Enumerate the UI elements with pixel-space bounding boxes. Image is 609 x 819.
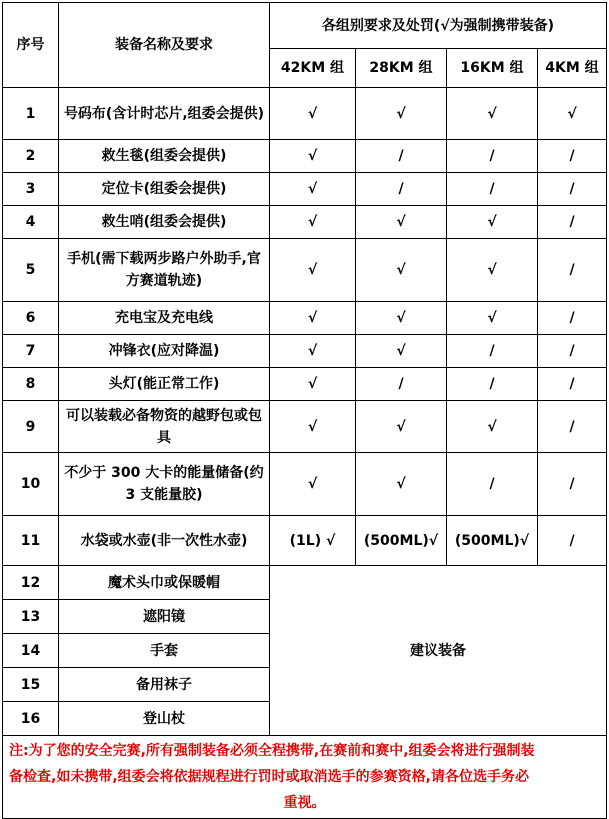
mark-28km: / <box>356 173 447 206</box>
mark-28km: √ <box>356 453 447 516</box>
row-item: 手套 <box>59 634 270 668</box>
row-item: 备用袜子 <box>59 668 270 702</box>
row-seq: 3 <box>3 173 59 206</box>
suggested-row <box>3 566 607 600</box>
table-row <box>3 453 607 516</box>
mark-16km: / <box>447 335 538 368</box>
mark-4km: / <box>538 453 607 516</box>
mark-42km: √ <box>270 368 356 401</box>
mark-42km: √ <box>270 88 356 140</box>
mark-16km: √ <box>447 88 538 140</box>
mark-4km: / <box>538 140 607 173</box>
mark-4km: / <box>538 302 607 335</box>
note-row <box>3 736 607 819</box>
row-item: 头灯(能正常工作) <box>59 368 270 401</box>
mark-42km: √ <box>270 206 356 239</box>
header-row-1 <box>3 3 607 49</box>
row-item: 号码布(含计时芯片,组委会提供) <box>59 88 270 140</box>
row-item: 冲锋衣(应对降温) <box>59 335 270 368</box>
table-row <box>3 401 607 453</box>
mark-42km: √ <box>270 239 356 302</box>
row-item: 水袋或水壶(非一次性水壶) <box>59 516 270 566</box>
row-item: 定位卡(组委会提供) <box>59 173 270 206</box>
mark-28km: √ <box>356 302 447 335</box>
row-item: 不少于 300 大卡的能量储备(约 3 支能量胶) <box>59 453 270 516</box>
mark-4km: / <box>538 335 607 368</box>
row-item: 登山杖 <box>59 702 270 736</box>
mark-16km: √ <box>447 206 538 239</box>
row-item: 手机(需下载两步路户外助手,官方赛道轨迹) <box>59 239 270 302</box>
table-row <box>3 239 607 302</box>
mark-4km: √ <box>538 88 607 140</box>
mark-16km: (500ML)√ <box>447 516 538 566</box>
table-row <box>3 206 607 239</box>
mark-42km: √ <box>270 173 356 206</box>
mark-16km: / <box>447 453 538 516</box>
mark-16km: / <box>447 368 538 401</box>
header-groups-title: 各组别要求及处罚(√为强制携带装备) <box>270 3 607 49</box>
table-row <box>3 516 607 566</box>
note-line: 重视。 <box>283 795 326 811</box>
row-seq: 11 <box>3 516 59 566</box>
row-item: 救生毯(组委会提供) <box>59 140 270 173</box>
mark-42km: √ <box>270 335 356 368</box>
mark-42km: (1L) √ <box>270 516 356 566</box>
row-seq: 8 <box>3 368 59 401</box>
header-seq: 序号 <box>3 3 59 88</box>
mark-4km: / <box>538 206 607 239</box>
row-seq: 2 <box>3 140 59 173</box>
mark-42km: √ <box>270 302 356 335</box>
row-item: 可以装载必备物资的越野包或包具 <box>59 401 270 453</box>
mark-4km: / <box>538 516 607 566</box>
header-group-4km: 4KM 组 <box>538 49 607 88</box>
mark-28km: / <box>356 140 447 173</box>
safety-note <box>3 736 607 819</box>
mark-28km: / <box>356 368 447 401</box>
mark-42km: √ <box>270 401 356 453</box>
suggested-label: 建议装备 <box>270 566 607 736</box>
mark-16km: √ <box>447 401 538 453</box>
row-seq: 5 <box>3 239 59 302</box>
row-seq: 16 <box>3 702 59 736</box>
header-group-28km: 28KM 组 <box>356 49 447 88</box>
table-row <box>3 140 607 173</box>
row-seq: 1 <box>3 88 59 140</box>
note-line: 备检查,如未携带,组委会将依据规程进行罚时或取消选手的参赛资格,请各位选手务必 <box>9 769 529 785</box>
table-row <box>3 302 607 335</box>
table-row <box>3 335 607 368</box>
mark-16km: / <box>447 140 538 173</box>
mark-16km: √ <box>447 239 538 302</box>
mark-42km: √ <box>270 453 356 516</box>
row-seq: 14 <box>3 634 59 668</box>
row-seq: 4 <box>3 206 59 239</box>
mark-4km: / <box>538 401 607 453</box>
mark-28km: √ <box>356 88 447 140</box>
row-item: 充电宝及充电线 <box>59 302 270 335</box>
mark-28km: √ <box>356 335 447 368</box>
mark-16km: √ <box>447 302 538 335</box>
mark-28km: √ <box>356 239 447 302</box>
mark-28km: √ <box>356 401 447 453</box>
equipment-table <box>2 2 607 819</box>
row-seq: 6 <box>3 302 59 335</box>
mark-28km: √ <box>356 206 447 239</box>
note-line: 注:为了您的安全完赛,所有强制装备必须全程携带,在赛前和赛中,组委会将进行强制装 <box>9 743 535 759</box>
row-seq: 9 <box>3 401 59 453</box>
mark-16km: / <box>447 173 538 206</box>
header-item: 装备名称及要求 <box>59 3 270 88</box>
header-group-42km: 42KM 组 <box>270 49 356 88</box>
table-row <box>3 173 607 206</box>
row-item: 救生哨(组委会提供) <box>59 206 270 239</box>
table-row <box>3 368 607 401</box>
mark-4km: / <box>538 239 607 302</box>
row-seq: 10 <box>3 453 59 516</box>
header-group-16km: 16KM 组 <box>447 49 538 88</box>
row-seq: 13 <box>3 600 59 634</box>
mark-28km: (500ML)√ <box>356 516 447 566</box>
row-item: 遮阳镜 <box>59 600 270 634</box>
row-seq: 15 <box>3 668 59 702</box>
table-row <box>3 88 607 140</box>
row-seq: 7 <box>3 335 59 368</box>
row-item: 魔术头巾或保暖帽 <box>59 566 270 600</box>
mark-4km: / <box>538 173 607 206</box>
mark-42km: √ <box>270 140 356 173</box>
row-seq: 12 <box>3 566 59 600</box>
mark-4km: / <box>538 368 607 401</box>
